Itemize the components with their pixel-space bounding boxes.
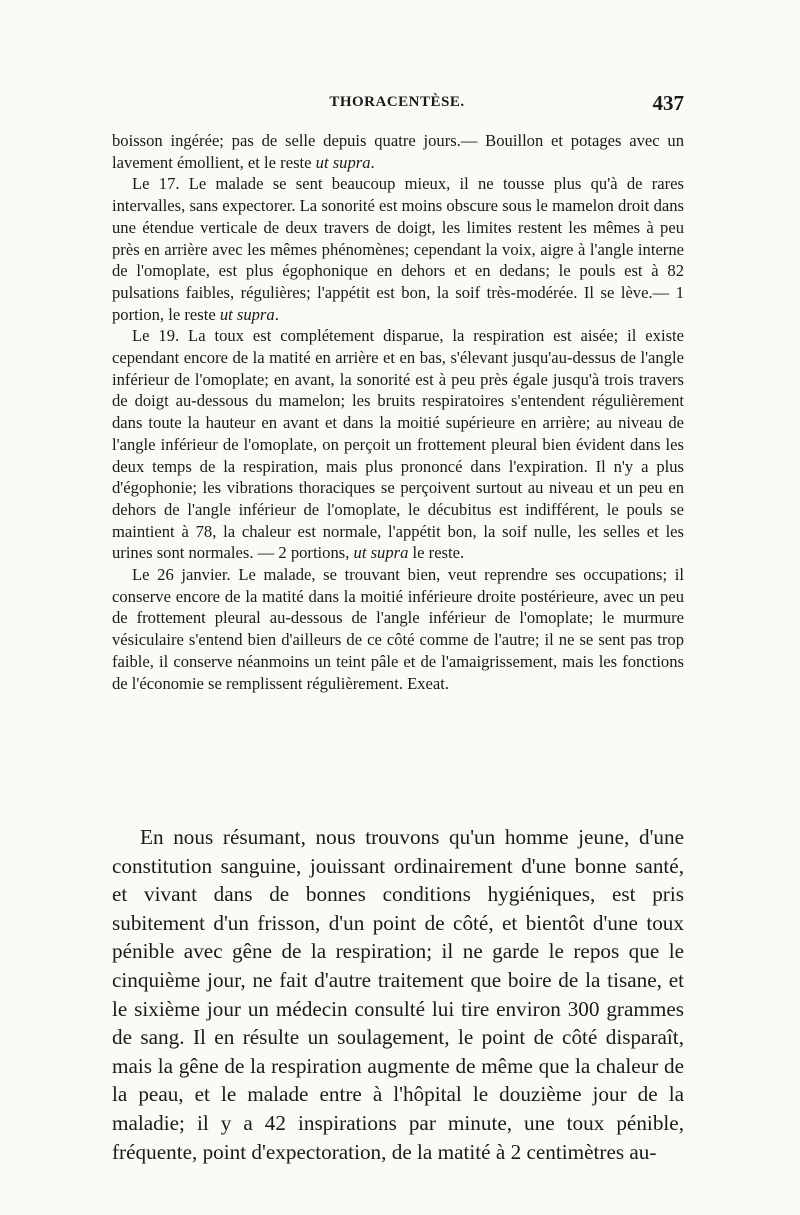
text-segment: Le 19. La toux est complétement disparue, la respiration est aisée; il existe cependant encore de la matité en arrière et en bas, s'élevant jusqu'au-dessus de l'angle inférieur de l'omoplate; en avant, la sonorité est à peu près égale jusqu'à trois travers de doigt au-dessous du mamelon; les bruits respiratoires s'entendent régulièrement dans toute la hauteur en avant et dans la moitié supérieure en arrière; au niveau de l'angle inférieur de l'omoplate, on perçoit un frottement pleural bien évident dans les deux temps de la respiration, mais plus prononcé dans l'expiration. Il n'y a plus d'égophonie; les vibrations thoraciques se perçoivent surtout au niveau et un peu en dehors de l'angle inférieur de l'omoplate, le décubitus est indifférent, le pouls se maintient à 78, la chaleur est normale, l'appétit bon, la soif nulle, les selles et les urines sont normales. — 2 portions, [112, 326, 684, 563]
paragraph-day-26-january [112, 564, 684, 694]
text-segment: le reste. [408, 543, 465, 563]
paragraph-continuation [112, 130, 684, 173]
paragraph-day-19 [112, 325, 684, 564]
summary-section [112, 823, 684, 1166]
page-header [110, 91, 684, 122]
text-segment-italic: ut supra [315, 152, 371, 172]
running-title: THORACENTÈSE. [329, 94, 465, 110]
case-notes [112, 130, 684, 694]
text-segment: Le 26 janvier. Le malade, se trouvant bien, veut reprendre ses occupations; il conserve encore de la matité dans la moitié inférieure droite postérieure, avec un peu de frottement pleural au-dessous de l'angle inférieur de l'omoplate; le murmure vésiculaire s'entend bien d'ailleurs de ce côté comme de l'autre; il ne se sent pas trop faible, il conserve néanmoins un teint pâle et de l'amaigrissement, mais les fonctions de l'économie se remplissent régulièrement. Exeat. [112, 565, 684, 693]
page-number: 437 [652, 91, 684, 115]
text-segment-italic: ut supra [353, 543, 409, 563]
text-segment-italic: ut supra [219, 304, 275, 324]
paragraph-day-17 [112, 173, 684, 325]
text-segment: . [274, 304, 279, 324]
text-segment: . [370, 152, 375, 172]
text-segment: boisson ingérée; pas de selle depuis quatre jours.— Bouillon et potages avec un lavement émollient, et le reste [112, 131, 684, 172]
text-segment: Le 17. Le malade se sent beaucoup mieux, il ne tousse plus qu'à de rares intervalles, sans expectorer. La sonorité est moins obscure sous le mamelon droit dans une étendue verticale de deux travers de doigt, les limites restent les mêmes à peu près en arrière avec les mêmes phénomènes; cependant la voix, aigre à l'angle interne de l'omoplate, est plus égophonique en dehors et en dedans; le pouls est à 82 pulsations faibles, régulières; l'appétit est bon, la soif très-modérée. Il se lève.— 1 portion, le reste [112, 174, 684, 324]
summary-paragraph: En nous résumant, nous trouvons qu'un homme jeune, d'une constitution sanguine, jouissant ordinairement d'une bonne santé, et vivant dans de bonnes conditions hygiéniques, est pris subitement d'un frisson, d'un point de côté, et bientôt d'une toux pénible avec gêne de la respiration; il ne garde le repos que le cinquième jour, ne fait d'autre traitement que boire de la tisane, et le sixième jour un médecin consulté lui tire environ 300 grammes de sang. Il en résulte un soulagement, le point de côté disparaît, mais la gêne de la respiration augmente de même que la chaleur de la peau, et le malade entre à l'hôpital le douzième jour de la maladie; il y a 42 inspirations par minute, une toux pénible, fréquente, point d'expectoration, de la matité à 2 centimètres au- [112, 825, 684, 1164]
